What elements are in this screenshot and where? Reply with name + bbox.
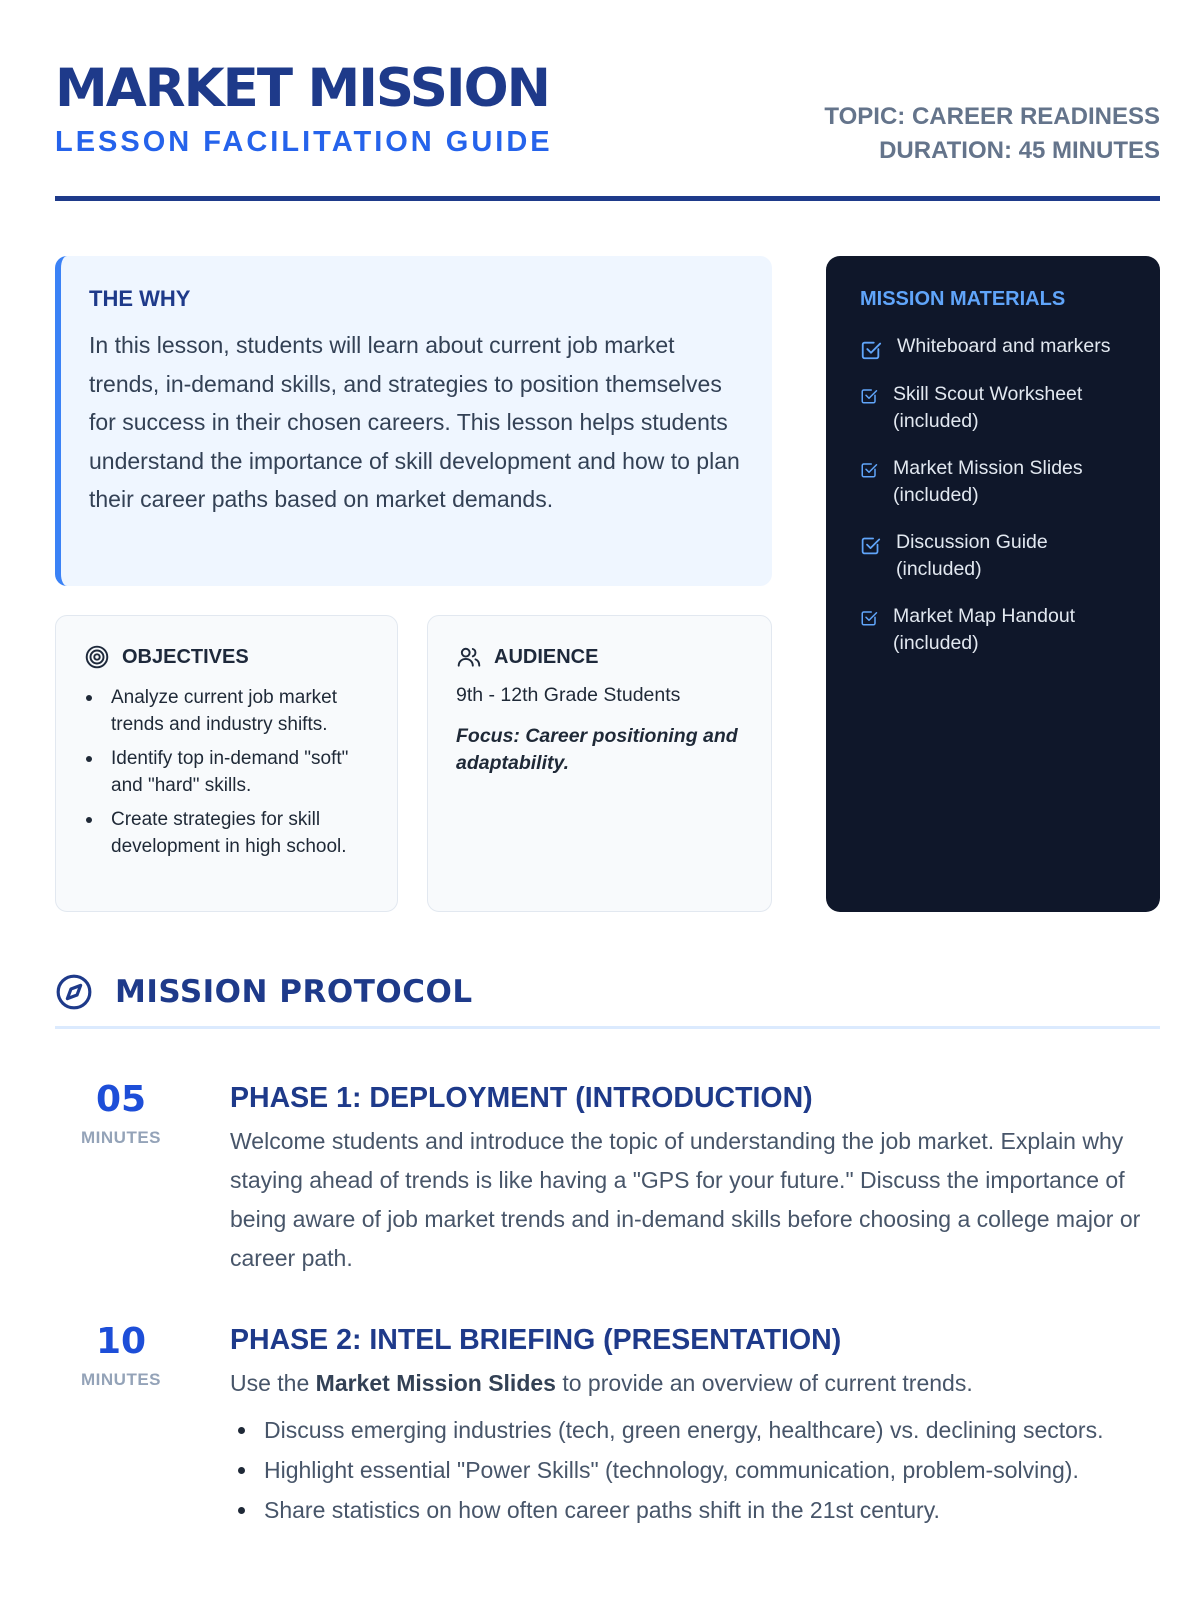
objectives-header xyxy=(84,644,371,670)
phase-title: PHASE 1: DEPLOYMENT (INTRODUCTION) xyxy=(230,1082,813,1114)
phase-description: Welcome students and introduce the topic of understanding the job market. Explain why staying ahead of trends is like having a "GPS for your future." Discuss the importance of being aware of job market trends and in-demand skills before choosing a college major or career path. xyxy=(230,1128,1141,1271)
checkbox-icon xyxy=(860,387,878,405)
checkbox-icon xyxy=(860,609,878,627)
phase-body xyxy=(230,1080,1165,1278)
material-label: Market Mission Slides (included) xyxy=(893,457,1083,506)
list-item: Discuss emerging industries (tech, green energy, healthcare) vs. declining sectors. xyxy=(230,1413,1165,1447)
phase-intro xyxy=(230,1364,1165,1403)
checkbox-icon xyxy=(860,461,878,479)
protocol-title: MISSION PROTOCOL xyxy=(115,974,473,1010)
phase-intro-emphasis: Market Mission Slides xyxy=(315,1370,556,1396)
list-item xyxy=(860,529,1134,583)
target-icon xyxy=(84,644,110,670)
audience-header xyxy=(456,644,745,670)
phase-bullets xyxy=(230,1413,1165,1527)
list-item xyxy=(860,333,1134,361)
lesson-duration: DURATION: 45 MINUTES xyxy=(879,137,1160,164)
compass-icon xyxy=(55,973,93,1011)
the-why-title: THE WHY xyxy=(89,286,191,311)
list-item xyxy=(860,455,1134,509)
phase-minutes: 10 xyxy=(95,1321,147,1362)
phase-minutes: 05 xyxy=(95,1079,147,1120)
objectives-list xyxy=(84,684,371,860)
phase-minutes-unit: MINUTES xyxy=(81,1128,161,1147)
phase-duration xyxy=(55,1080,187,1148)
document-header xyxy=(55,58,1160,203)
phase-title: PHASE 2: INTEL BRIEFING (PRESENTATION) xyxy=(230,1324,842,1356)
list-item: Highlight essential "Power Skills" (technology, communication, problem-solving). xyxy=(230,1453,1165,1487)
document-title: MARKET MISSION xyxy=(55,58,550,119)
checkbox-icon xyxy=(860,339,882,361)
material-label: Market Map Handout (included) xyxy=(893,605,1076,654)
header-divider xyxy=(55,196,1160,201)
objectives-card xyxy=(55,615,398,912)
phase-body xyxy=(230,1322,1165,1533)
list-item: Analyze current job market trends and industry shifts. xyxy=(84,684,371,738)
phase-intro-start: Use the xyxy=(230,1370,316,1396)
lesson-topic: TOPIC: CAREER READINESS xyxy=(824,103,1160,130)
phase-minutes-unit: MINUTES xyxy=(81,1370,161,1389)
list-item xyxy=(860,381,1134,435)
objectives-title: OBJECTIVES xyxy=(122,645,249,668)
the-why-panel xyxy=(55,256,772,586)
users-icon xyxy=(456,644,482,670)
mission-protocol-header xyxy=(55,970,1160,1014)
list-item: Identify top in-demand "soft" and "hard" skills. xyxy=(84,745,371,799)
audience-focus: Focus: Career positioning and adaptability. xyxy=(456,725,738,774)
mission-materials-panel xyxy=(826,256,1160,912)
the-why-text: In this lesson, students will learn about current job market trends, in-demand skills, and strategies to position themselves for success in their chosen careers. This lesson helps students understand the importance of skill development and how to plan their career paths based on market demands. xyxy=(89,332,740,512)
audience-card xyxy=(427,615,772,912)
phase-intro-end: to provide an overview of current trends. xyxy=(555,1370,973,1396)
material-label: Skill Scout Worksheet (included) xyxy=(893,383,1083,432)
audience-grade: 9th - 12th Grade Students xyxy=(456,684,681,706)
list-item: Create strategies for skill development in high school. xyxy=(84,806,371,860)
list-item: Share statistics on how often career paths shift in the 21st century. xyxy=(230,1493,1165,1527)
audience-title: AUDIENCE xyxy=(494,645,599,668)
checkbox-icon xyxy=(860,535,881,556)
phase-duration xyxy=(55,1322,187,1390)
lesson-meta xyxy=(824,100,1160,168)
materials-title: MISSION MATERIALS xyxy=(860,288,1066,310)
protocol-divider xyxy=(55,1026,1160,1029)
document-subtitle: LESSON FACILITATION GUIDE xyxy=(55,126,553,158)
material-label: Whiteboard and markers xyxy=(897,335,1111,357)
list-item xyxy=(860,603,1134,657)
material-label: Discussion Guide (included) xyxy=(896,531,1048,580)
